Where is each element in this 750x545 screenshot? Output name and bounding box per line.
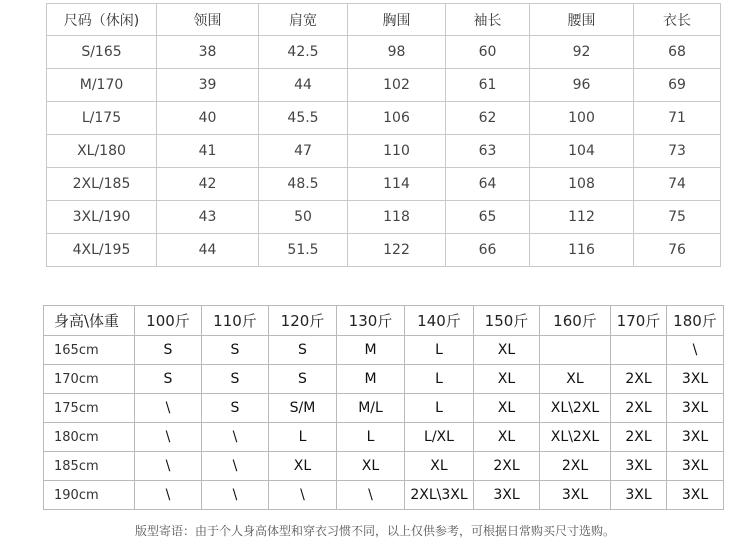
size-table-cell: 45.5	[259, 102, 348, 135]
weight-table-cell: 3XL	[611, 452, 667, 481]
size-row-label: 2XL/185	[47, 168, 157, 201]
height-weight-table	[43, 305, 724, 510]
weight-table-cell: XL\2XL	[540, 423, 611, 452]
size-table-cell: 38	[157, 36, 259, 69]
weight-table-cell: 2XL\3XL	[405, 481, 474, 510]
weight-table-cell: 3XL	[540, 481, 611, 510]
weight-column-header: 100斤	[135, 306, 202, 336]
weight-column-header: 120斤	[269, 306, 337, 336]
weight-column-header: 180斤	[667, 306, 724, 336]
weight-table-cell: XL	[474, 336, 540, 365]
size-table-cell: 100	[530, 102, 634, 135]
weight-table-cell: 3XL	[667, 394, 724, 423]
weight-table-cell: S	[202, 336, 269, 365]
weight-table-cell: XL	[405, 452, 474, 481]
weight-table-cell: \	[667, 336, 724, 365]
weight-table-cell: \	[135, 452, 202, 481]
weight-table-cell: M/L	[337, 394, 405, 423]
size-table-cell: 48.5	[259, 168, 348, 201]
weight-table-cell: \	[269, 481, 337, 510]
size-table-row	[47, 234, 721, 267]
size-table-cell: 40	[157, 102, 259, 135]
weight-table-cell: L	[405, 336, 474, 365]
size-table-cell: 76	[634, 234, 721, 267]
weight-table-cell: 3XL	[667, 423, 724, 452]
size-table-row	[47, 36, 721, 69]
size-table-cell: 63	[446, 135, 530, 168]
size-row-label: S/165	[47, 36, 157, 69]
size-row-label: M/170	[47, 69, 157, 102]
size-table-cell: 116	[530, 234, 634, 267]
weight-column-header: 150斤	[474, 306, 540, 336]
size-table-cell: 68	[634, 36, 721, 69]
weight-table-cell: S	[269, 336, 337, 365]
size-row-label: XL/180	[47, 135, 157, 168]
weight-table-cell: XL\2XL	[540, 394, 611, 423]
size-column-header: 尺码（休闲)	[47, 4, 157, 36]
size-column-header: 衣长	[634, 4, 721, 36]
weight-table-cell: S	[202, 394, 269, 423]
size-table-cell: 106	[348, 102, 446, 135]
weight-table-cell: XL	[474, 365, 540, 394]
size-table-cell: 71	[634, 102, 721, 135]
weight-table-cell: \	[202, 481, 269, 510]
weight-column-header: 110斤	[202, 306, 269, 336]
weight-table-cell: 3XL	[611, 481, 667, 510]
size-table-cell: 104	[530, 135, 634, 168]
size-table-cell: 50	[259, 201, 348, 234]
size-table-cell: 65	[446, 201, 530, 234]
weight-row-label: 170cm	[44, 365, 135, 394]
weight-table-cell: 3XL	[667, 452, 724, 481]
size-table-cell: 118	[348, 201, 446, 234]
size-table-cell: 108	[530, 168, 634, 201]
size-table-cell: 73	[634, 135, 721, 168]
size-table-cell: 69	[634, 69, 721, 102]
weight-table-cell: L	[405, 365, 474, 394]
size-table-row	[47, 69, 721, 102]
weight-table-row	[44, 481, 724, 510]
weight-table-cell: XL	[540, 365, 611, 394]
weight-table-cell: M	[337, 365, 405, 394]
weight-table-cell: S/M	[269, 394, 337, 423]
weight-table-cell: \	[135, 481, 202, 510]
size-column-header: 胸围	[348, 4, 446, 36]
weight-table-row	[44, 423, 724, 452]
size-table-cell: 112	[530, 201, 634, 234]
weight-row-label: 185cm	[44, 452, 135, 481]
sizing-note: 版型寄语：由于个人身高体型和穿衣习惯不同，以上仅供参考，可根据日常购买尺寸选购。	[134, 524, 615, 538]
weight-table-row	[44, 452, 724, 481]
weight-column-header: 140斤	[405, 306, 474, 336]
size-table-cell: 66	[446, 234, 530, 267]
size-table-cell: 96	[530, 69, 634, 102]
weight-table-row	[44, 394, 724, 423]
size-header-row	[47, 4, 721, 36]
size-table-cell: 64	[446, 168, 530, 201]
weight-table-cell: S	[135, 365, 202, 394]
weight-row-label: 190cm	[44, 481, 135, 510]
size-table-cell: 110	[348, 135, 446, 168]
size-table-cell: 74	[634, 168, 721, 201]
weight-table-cell: S	[202, 365, 269, 394]
size-table-row	[47, 168, 721, 201]
weight-table-cell: \	[135, 423, 202, 452]
size-table-cell: 44	[157, 234, 259, 267]
weight-table-cell: 2XL	[540, 452, 611, 481]
size-table-cell: 114	[348, 168, 446, 201]
weight-table-cell: 2XL	[611, 365, 667, 394]
size-chart-table	[46, 3, 721, 267]
size-row-label: L/175	[47, 102, 157, 135]
size-table-cell: 102	[348, 69, 446, 102]
weight-header-row	[44, 306, 724, 336]
weight-table-row	[44, 365, 724, 394]
weight-table-cell: \	[202, 452, 269, 481]
size-table-row	[47, 135, 721, 168]
weight-table-cell: 2XL	[611, 423, 667, 452]
weight-table-cell	[611, 336, 667, 365]
size-row-label: 4XL/195	[47, 234, 157, 267]
weight-table-cell: L/XL	[405, 423, 474, 452]
size-table-cell: 44	[259, 69, 348, 102]
weight-table-cell: XL	[269, 452, 337, 481]
weight-table-cell: XL	[337, 452, 405, 481]
weight-row-label: 165cm	[44, 336, 135, 365]
weight-column-header: 170斤	[611, 306, 667, 336]
size-table-cell: 51.5	[259, 234, 348, 267]
weight-table-cell: S	[269, 365, 337, 394]
size-table-cell: 43	[157, 201, 259, 234]
size-table-cell: 122	[348, 234, 446, 267]
weight-row-label: 180cm	[44, 423, 135, 452]
weight-column-header: 130斤	[337, 306, 405, 336]
weight-row-label: 175cm	[44, 394, 135, 423]
weight-table-cell: L	[269, 423, 337, 452]
weight-table-cell: 2XL	[611, 394, 667, 423]
size-column-header: 肩宽	[259, 4, 348, 36]
size-row-label: 3XL/190	[47, 201, 157, 234]
size-table-cell: 47	[259, 135, 348, 168]
size-table-cell: 39	[157, 69, 259, 102]
weight-table-cell	[540, 336, 611, 365]
weight-table-cell: \	[202, 423, 269, 452]
size-table-cell: 42	[157, 168, 259, 201]
size-column-header: 袖长	[446, 4, 530, 36]
weight-table-row	[44, 336, 724, 365]
weight-table-cell: XL	[474, 394, 540, 423]
weight-table-cell: XL	[474, 423, 540, 452]
weight-column-header: 160斤	[540, 306, 611, 336]
size-table-cell: 41	[157, 135, 259, 168]
weight-table-cell: S	[135, 336, 202, 365]
size-column-header: 领围	[157, 4, 259, 36]
size-table-cell: 92	[530, 36, 634, 69]
size-table-row	[47, 102, 721, 135]
weight-table-cell: L	[405, 394, 474, 423]
size-table-cell: 61	[446, 69, 530, 102]
size-table-cell: 75	[634, 201, 721, 234]
weight-table-cell: \	[337, 481, 405, 510]
weight-table-cell: M	[337, 336, 405, 365]
size-table-row	[47, 201, 721, 234]
weight-table-cell: \	[135, 394, 202, 423]
weight-table-cell: L	[337, 423, 405, 452]
size-table-cell: 60	[446, 36, 530, 69]
weight-column-header: 身高\体重	[44, 306, 135, 336]
weight-table-cell: 3XL	[667, 365, 724, 394]
size-table-cell: 98	[348, 36, 446, 69]
size-table-cell: 42.5	[259, 36, 348, 69]
size-table-cell: 62	[446, 102, 530, 135]
weight-table-cell: 2XL	[474, 452, 540, 481]
weight-table-cell: 3XL	[667, 481, 724, 510]
size-column-header: 腰围	[530, 4, 634, 36]
weight-table-cell: 3XL	[474, 481, 540, 510]
